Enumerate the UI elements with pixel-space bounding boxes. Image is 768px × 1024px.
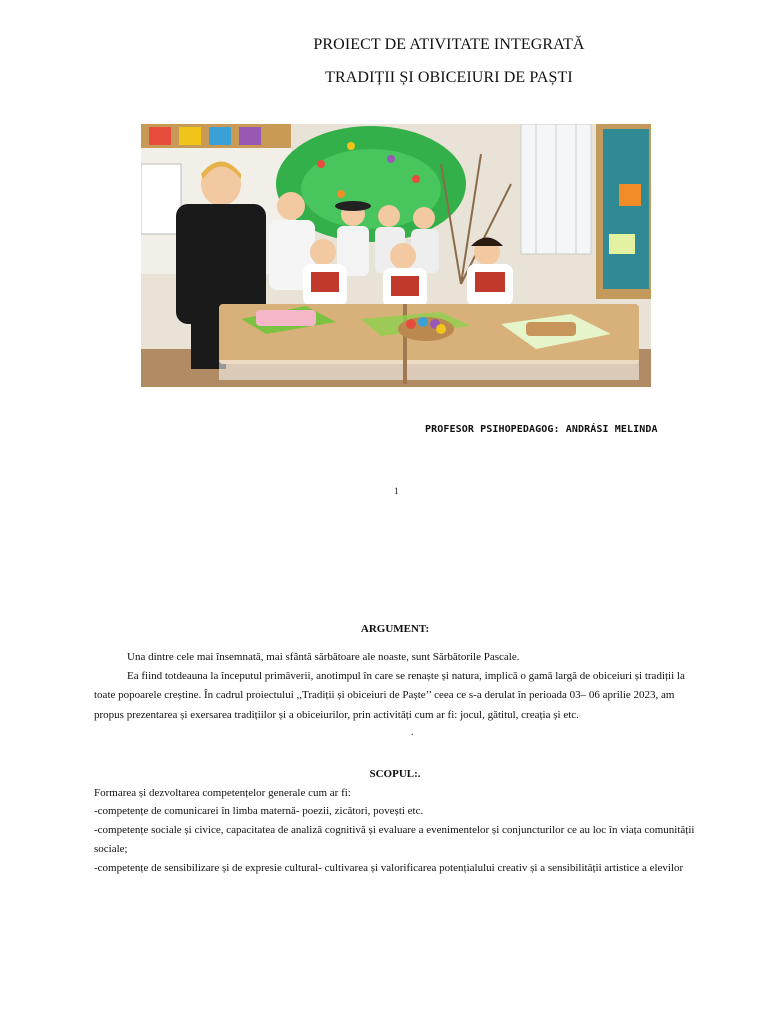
document-title-line-2: TRADIȚII ȘI OBICEIURI DE PAȘTI [325,69,573,86]
argument-paragraph-2-line-3: propus prezentarea și exersarea tradițiilor și a obiceiurilor, prin activități cum ar fi: jocul, gătitul, creația și etc. [94,709,579,721]
page-number: 1 [394,486,399,496]
author-name: PROFESOR PSIHOPEDAGOG: ANDRÁSI MELINDA [425,424,658,435]
classroom-photo [141,124,651,387]
scopul-item-social-civic-continued: sociale; [94,843,128,855]
argument-paragraph-1: Una dintre cele mai însemnată, mai sfântă sărbătoare ale noaste, sunt Sărbătorile Pascale. [127,651,520,663]
scopul-item-social-civic: -competențe sociale și civice, capacitatea de analiză cognitivă și evaluare a evenimentelor și conjuncturilor ce au loc în viața comunității [94,824,695,836]
scopul-heading: SCOPUL:. [369,768,421,780]
scopul-item-communication: -competențe de comunicarei în limba maternă- poezii, zicători, povești etc. [94,805,424,817]
document-title-line-1: PROIECT DE ATIVITATE INTEGRATĂ [313,36,585,53]
argument-paragraph-2-line-1: Ea fiind totdeauna la începutul primăverii, anotimpul în care se renaște și natura, implică o gamă largă de obiceiuri și tradiții la [127,670,685,682]
argument-paragraph-2-line-2: toate popoarele creștine. În cadrul proiectului ,,Tradiții și obiceiuri de Paște’’ ceea ce s-a derulat în perioada 03– 06 aprilie 2023, am [94,689,675,701]
separator-dot: . [411,727,414,738]
argument-heading: ARGUMENT: [360,623,430,635]
scopul-item-cultural: -competențe de sensibilizare și de expresie cultural- cultivarea și valorificarea potențialului creativ și a sensibilității artistice a elevilor [94,862,684,874]
scopul-intro: Formarea și dezvoltarea competențelor generale cum ar fi: [94,787,351,799]
